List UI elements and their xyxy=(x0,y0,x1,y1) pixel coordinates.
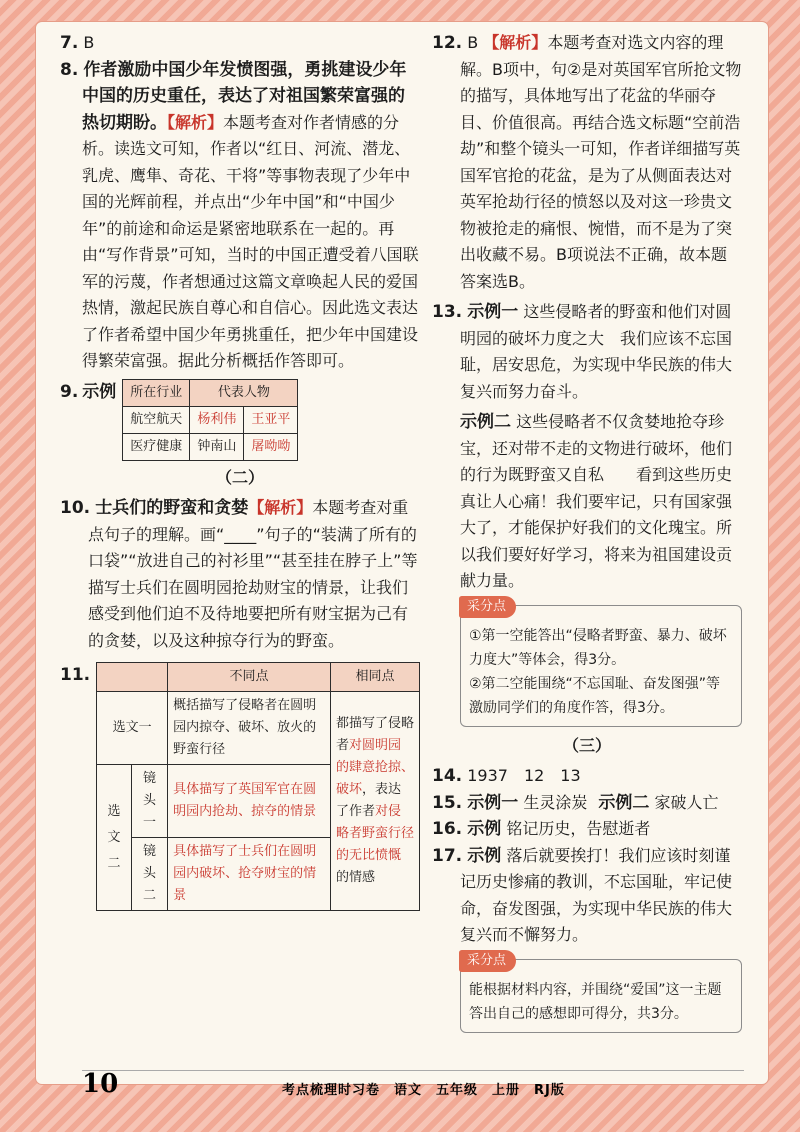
header-cell: 相同点 xyxy=(331,663,420,692)
question-number: 14. xyxy=(432,766,463,786)
example-label: 示例二 xyxy=(460,412,511,432)
answer-text: 家破人亡 xyxy=(654,792,719,812)
scoring-point: ②第二空能围绕“不忘国耻、奋发图强”等激励同学们的角度作答，得3分。 xyxy=(469,675,721,716)
footer-title: 考点梳理时习卷 语文 五年级 上册 RJ版 xyxy=(282,1083,565,1098)
question-number: 11. xyxy=(60,665,91,685)
question-number: 17. xyxy=(432,845,463,866)
table-row xyxy=(123,433,298,460)
answer-text: 1937 12 13 xyxy=(467,766,581,785)
question-number: 10. xyxy=(60,498,91,518)
scoring-point: 能根据材料内容，并围绕“爱国”这一主题答出自己的感想即可得分，共3分。 xyxy=(469,981,722,1022)
question-16 xyxy=(432,816,742,843)
analysis-tag: 【解析】 xyxy=(167,112,224,132)
same-point-cell xyxy=(331,692,420,911)
question-number: 13. xyxy=(432,302,463,322)
table-cell: 屠呦呦 xyxy=(244,433,298,460)
scoring-tag: 采分点 xyxy=(459,950,516,972)
header-cell: 代表人物 xyxy=(190,379,298,406)
question-14 xyxy=(432,763,742,790)
question-15 xyxy=(432,790,742,817)
question-13 xyxy=(432,299,742,405)
question-7 xyxy=(60,30,420,57)
page-number: 10 xyxy=(82,1069,119,1099)
table-cell: 具体描写了英国军官在圆明园内抢劫、掠夺的情景 xyxy=(168,765,331,838)
scoring-box xyxy=(460,598,742,727)
question-11 xyxy=(60,662,420,911)
same-text: 都描写了侵略者 xyxy=(336,716,415,753)
question-number: 15. xyxy=(432,792,463,813)
scoring-tag: 采分点 xyxy=(459,596,516,618)
table-cell: 杨利伟 xyxy=(190,406,244,433)
example-label: 示例一 xyxy=(467,302,519,322)
sub-label: 镜头二 xyxy=(131,838,167,911)
analysis-tag: 【解析】 xyxy=(248,498,313,517)
industry-table xyxy=(122,379,298,461)
answer-text: 士兵们的野蛮和贪婪 xyxy=(95,498,249,518)
answer-text: 落后就要挨打！我们应该时刻谨记历史惨痛的教训，不忘国耻，牢记使命，奋发图强，为实现中华民族的伟大复兴而不懈努力。 xyxy=(460,845,733,944)
question-number: 9. xyxy=(60,381,79,402)
right-column xyxy=(432,30,742,1039)
header-cell: 所在行业 xyxy=(123,379,190,406)
same-text-red: 对侵略者野蛮行径的无比愤慨 xyxy=(336,804,415,863)
table-cell: 航空航天 xyxy=(123,406,190,433)
comparison-table xyxy=(96,662,420,911)
example-label: 示例 xyxy=(467,845,502,866)
question-number: 12. xyxy=(432,33,463,53)
question-17 xyxy=(432,843,742,949)
question-10 xyxy=(60,495,420,654)
answer-text: B xyxy=(467,33,479,52)
table-header-row xyxy=(97,663,420,692)
analysis-text: 本题考查对作者情感的分析。读选文可知，作者以“红日、河流、潜龙、乳虎、鹰隼、奇花、干将”等事物表现了少年中国的光辉前程，并点出“少年中国”和“中国少年”的前途和命运是紧密地联系在一起的。再由“写作背景”可知，当时的中国正遭受着八国联军的污蔑，作者想通过这篇文章唤起人民的爱国热情，激起民族自尊心和自信心。因此选文表达了作者希望中国少年勇挑重任，把少年中国建设得繁荣富强。据此分析概括作答即可。 xyxy=(82,112,419,370)
table-cell: 医疗健康 xyxy=(123,433,190,460)
scoring-point: ①第一空能答出“侵略者野蛮、暴力、破坏力度大”等体会，得3分。 xyxy=(469,627,727,668)
table-cell: 王亚平 xyxy=(244,406,298,433)
footer-rule xyxy=(82,1070,744,1071)
section-heading: （二） xyxy=(215,467,264,487)
question-number: 16. xyxy=(432,819,463,839)
answer-text: 这些侵略者不仅贪婪地抢夺珍宝，还对带不走的文物进行破坏，他们的行为既野蛮又自私 看到这些历史真让人心痛！我们要牢记，只有国家强大了，才能保护好我们的文化瑰宝。所以我们要好好学习，将来为祖国建设贡献力量。 xyxy=(460,412,733,590)
row-label: 选文一 xyxy=(97,692,168,765)
analysis-text: 本题考查对重点句子的理解。画“____”句子的“装满了所有的口袋”“放进自己的衬衫里”“甚至挂在脖子上”等描写士兵们在圆明园抢劫财宝的情景，让我们感受到他们迫不及待地要把所有财宝据为己有的贪婪，以及这种掠夺行为的野蛮。 xyxy=(88,498,418,650)
same-text-red: 对圆明园的肆意抢掠、破坏 xyxy=(336,738,415,797)
same-text: 的情感 xyxy=(336,870,376,885)
sub-label: 镜头一 xyxy=(131,765,167,838)
question-13-example2 xyxy=(432,409,742,595)
question-number: 7. xyxy=(60,33,79,53)
table-row xyxy=(123,406,298,433)
table-header-row xyxy=(123,379,298,406)
left-column xyxy=(60,30,420,911)
table-cell: 概括描写了侵略者在圆明园内掠夺、破坏、放火的野蛮行径 xyxy=(168,692,331,765)
table-row xyxy=(97,692,420,765)
question-9 xyxy=(60,379,420,461)
header-cell xyxy=(97,663,168,692)
answer-text: B xyxy=(83,33,95,52)
same-text: ，表达了作者 xyxy=(336,782,402,819)
answer-text: 这些侵略者的野蛮和他们对圆明园的破坏力度之大 我们应该不忘国耻，居安思危，为实现中华民族的伟大复兴而努力奋斗。 xyxy=(460,302,733,401)
row-label: 选文二 xyxy=(97,765,132,911)
answer-text: 铭记历史，告慰逝者 xyxy=(506,819,651,838)
answer-text: 作者激励中国少年发愤图强，勇挑建设少年中国的历史重任，表达了对祖国繁荣富强的热切期盼。 xyxy=(82,59,407,133)
example-label: 示例 xyxy=(82,381,117,402)
header-cell: 不同点 xyxy=(168,663,331,692)
example-label: 示例一 xyxy=(467,792,519,813)
question-8 xyxy=(60,57,420,375)
analysis-tag: 【解析】 xyxy=(483,33,548,52)
table-cell: 钟南山 xyxy=(190,433,244,460)
table-cell: 具体描写了士兵们在圆明园内破坏、抢夺财宝的情景 xyxy=(168,838,331,911)
scoring-box xyxy=(460,952,742,1033)
question-number: 8. xyxy=(60,59,79,80)
example-label: 示例二 xyxy=(598,792,650,813)
example-label: 示例 xyxy=(467,819,502,839)
analysis-text: 本题考查对选文内容的理解。B项中，句②是对英国军官所抢文物的描写，具体地写出了花盆的华丽夺目、价值很高。再结合选文标题“空前浩劫”和整个镜头一可知，作者详细描写英国军官抢的花盆，是为了从侧面表达对英军抢劫行径的愤怒以及对这一珍贵文物被抢走的痛恨、惋惜，而不是为了突出收藏不易。B项说法不正确，故本题答案选B。 xyxy=(460,33,742,291)
answer-text: 生灵涂炭 xyxy=(523,792,588,812)
question-12 xyxy=(432,30,742,295)
section-heading: （三） xyxy=(562,735,611,755)
